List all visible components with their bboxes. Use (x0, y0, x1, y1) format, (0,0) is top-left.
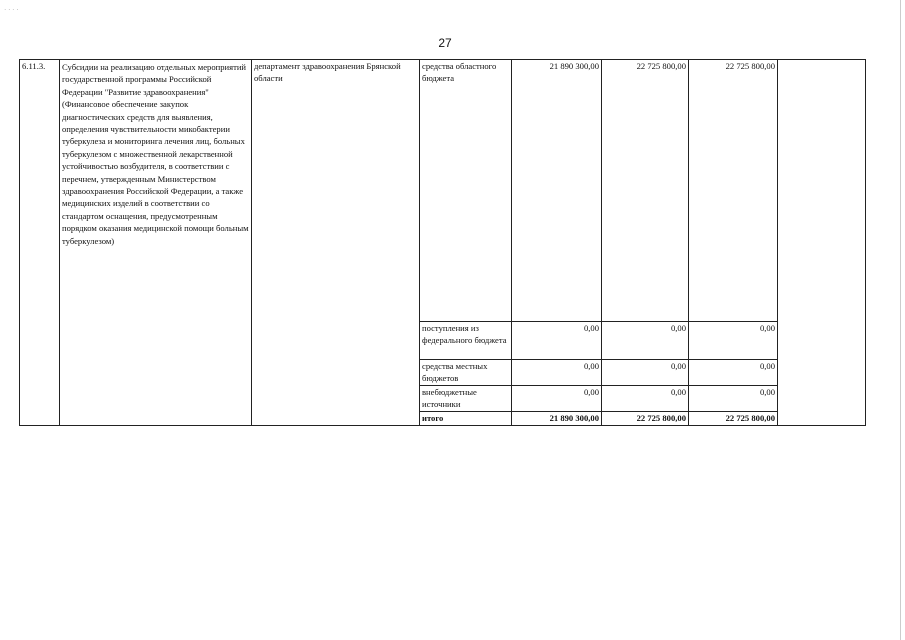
amount-year2-cell (602, 322, 689, 360)
amount-year3-cell (689, 322, 778, 360)
amount-year1-cell (512, 322, 602, 360)
item-code-cell (20, 60, 60, 426)
page-edge-line (900, 0, 901, 640)
total-year3: 22 725 800,00 (725, 412, 775, 423)
funding-source: средства местных бюджетов (422, 361, 488, 384)
amount-year3: 0,00 (759, 361, 775, 371)
total-year1-cell (512, 411, 602, 425)
amount-year1: 0,00 (583, 386, 599, 397)
funding-source-cell (420, 322, 512, 360)
executor-name: департамент здравоохранения Брянской области (254, 61, 401, 84)
amount-year2: 22 725 800,00 (636, 61, 686, 71)
amount-year3-cell (689, 60, 778, 322)
total-year2-cell (602, 411, 689, 425)
amount-year1-cell (512, 60, 602, 322)
amount-year3-cell (689, 385, 778, 411)
amount-year2: 0,00 (670, 386, 686, 397)
item-code: 6.11.3. (22, 61, 46, 71)
amount-year2: 0,00 (670, 361, 686, 371)
total-year3-cell (689, 411, 778, 425)
scan-artifacts: · · · · (4, 6, 19, 14)
total-label-cell (420, 411, 512, 425)
funding-source: внебюджетные источники (422, 386, 477, 410)
empty-notes-cell (778, 60, 866, 426)
amount-year1: 0,00 (583, 361, 599, 371)
page-number: 27 (438, 36, 452, 50)
amount-year3: 22 725 800,00 (725, 61, 775, 71)
funding-source-cell (420, 360, 512, 386)
total-year1: 21 890 300,00 (549, 412, 599, 423)
amount-year3-cell (689, 360, 778, 386)
total-year2: 22 725 800,00 (636, 412, 686, 423)
funding-source-cell (420, 385, 512, 411)
item-description-cell (60, 60, 252, 426)
item-description: Субсидии на реализацию отдельных мероприятий государственной программы Российской Федерации "Развитие здравоохранения" (Финансовое обеспечение закупок диагностических средств для выявления, определения чувствительности микобактерии туберкулеза и мониторинга лечения лиц, больных туберкулезом с множественной лекарственной устойчивостью возбудителя, в соответствии с перечнем, утвержденным Министерством здравоохранения Российской Федерации, а также медицинских изделий в соответствии со стандартом оснащения, предусмотренным порядком оказания медицинской помощи больным туберкулезом) (62, 62, 249, 246)
amount-year1: 0,00 (583, 323, 599, 333)
funding-source-cell (420, 60, 512, 322)
amount-year2-cell (602, 360, 689, 386)
amount-year1: 21 890 300,00 (549, 61, 599, 71)
amount-year2-cell (602, 385, 689, 411)
executor-cell (252, 60, 420, 426)
amount-year2: 0,00 (670, 323, 686, 333)
funding-source: поступления из федерального бюджета (422, 323, 507, 346)
total-label: итого (422, 412, 444, 423)
amount-year3: 0,00 (759, 386, 775, 397)
budget-table (19, 59, 866, 426)
amount-year2-cell (602, 60, 689, 322)
amount-year1-cell (512, 360, 602, 386)
funding-source: средства областного бюджета (422, 61, 497, 84)
table-row (20, 60, 866, 322)
amount-year3: 0,00 (759, 323, 775, 333)
amount-year1-cell (512, 385, 602, 411)
